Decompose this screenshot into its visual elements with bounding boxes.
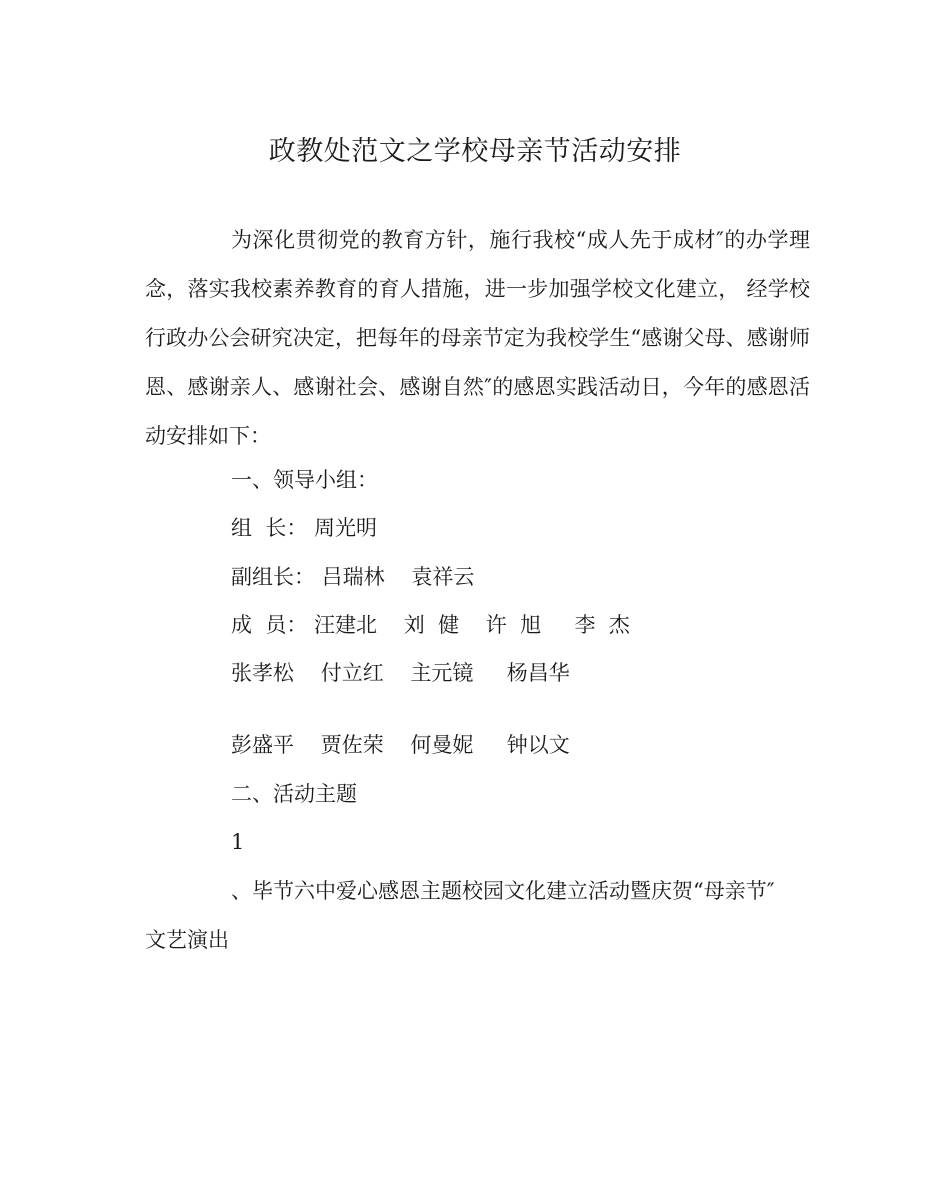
members-line: 成 员： 汪建北 刘 健 许 旭 李 杰	[231, 613, 630, 637]
members-line: 彭盛平 贾佐荣 何曼妮 钟以文	[231, 733, 570, 757]
theme-item-text: 、毕节六中爱心感恩主题校园文化建立活动暨庆贺“母亲节″	[231, 879, 775, 903]
deputy-leaders-line: 副组长： 吕瑞林 袁祥云	[231, 565, 475, 589]
item-number: 1	[231, 830, 245, 854]
section-heading-theme: 二、活动主题	[231, 782, 357, 806]
members-line: 张孝松 付立红 主元镜 杨昌华	[231, 661, 570, 685]
theme-item-continuation: 文艺演出	[145, 928, 229, 952]
leader-line: 组 长： 周光明	[231, 516, 378, 540]
document-title: 政教处范文之学校母亲节活动安排	[268, 136, 682, 167]
intro-paragraph: 为深化贯彻党的教育方针，施行我校“成人先于成材″的办学理念，落实我校素养教育的育人措施，进一步加强学校文化建立， 经学校行政办公会研究决定，把每年的母亲节定为我校学生“感谢父母、感谢师恩、感谢亲人、感谢社会、感谢自然″的感恩实践活动日，今年的感恩活动安排如下：	[145, 228, 810, 448]
section-heading-leadership: 一、领导小组：	[231, 468, 378, 492]
